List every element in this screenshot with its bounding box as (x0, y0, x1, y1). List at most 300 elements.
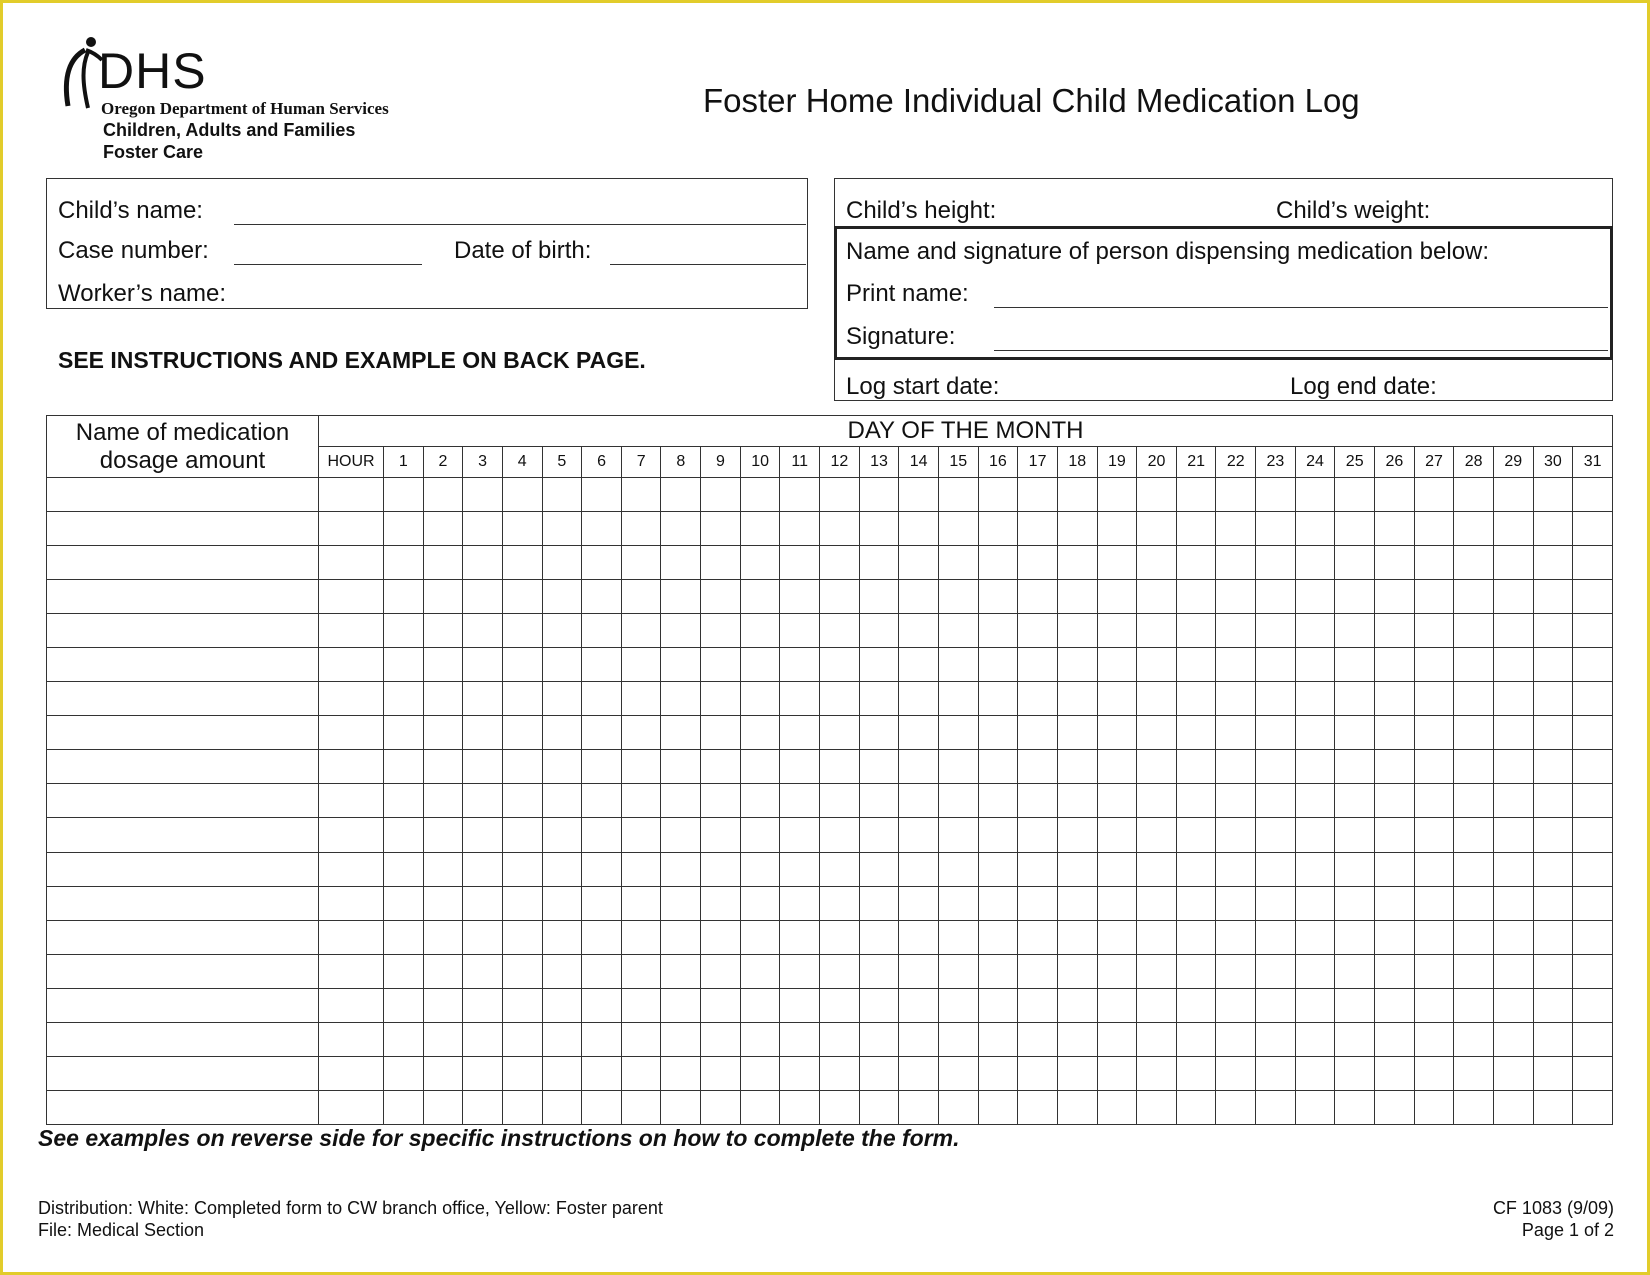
hour-cell[interactable] (319, 546, 384, 580)
case-number-field[interactable] (234, 264, 422, 265)
day-cell[interactable] (502, 818, 542, 852)
day-cell[interactable] (1295, 818, 1335, 852)
day-cell[interactable] (740, 580, 780, 614)
day-cell[interactable] (899, 954, 939, 988)
day-cell[interactable] (1414, 1022, 1454, 1056)
day-cell[interactable] (820, 988, 860, 1022)
day-cell[interactable] (938, 1022, 978, 1056)
day-cell[interactable] (1176, 614, 1216, 648)
day-cell[interactable] (1454, 954, 1494, 988)
day-cell[interactable] (1335, 546, 1375, 580)
day-cell[interactable] (423, 580, 463, 614)
day-cell[interactable] (1375, 852, 1415, 886)
day-cell[interactable] (661, 1090, 701, 1124)
day-cell[interactable] (582, 750, 622, 784)
hour-cell[interactable] (319, 1090, 384, 1124)
day-cell[interactable] (1018, 546, 1058, 580)
hour-cell[interactable] (319, 478, 384, 512)
day-cell[interactable] (1097, 784, 1137, 818)
day-cell[interactable] (1057, 546, 1097, 580)
day-cell[interactable] (423, 648, 463, 682)
day-cell[interactable] (502, 682, 542, 716)
day-cell[interactable] (1493, 954, 1533, 988)
day-cell[interactable] (582, 648, 622, 682)
day-cell[interactable] (899, 512, 939, 546)
day-cell[interactable] (820, 614, 860, 648)
day-cell[interactable] (1295, 920, 1335, 954)
day-cell[interactable] (978, 1056, 1018, 1090)
day-cell[interactable] (1097, 648, 1137, 682)
day-cell[interactable] (1454, 784, 1494, 818)
day-cell[interactable] (859, 750, 899, 784)
day-cell[interactable] (740, 478, 780, 512)
day-cell[interactable] (701, 580, 741, 614)
day-cell[interactable] (938, 1090, 978, 1124)
day-cell[interactable] (621, 580, 661, 614)
day-cell[interactable] (1256, 886, 1296, 920)
day-cell[interactable] (1216, 1056, 1256, 1090)
medication-cell[interactable] (47, 512, 319, 546)
day-cell[interactable] (701, 784, 741, 818)
day-cell[interactable] (1335, 988, 1375, 1022)
day-cell[interactable] (1454, 818, 1494, 852)
day-cell[interactable] (1137, 750, 1177, 784)
day-cell[interactable] (502, 852, 542, 886)
day-cell[interactable] (502, 648, 542, 682)
day-cell[interactable] (701, 988, 741, 1022)
day-cell[interactable] (1256, 682, 1296, 716)
medication-cell[interactable] (47, 648, 319, 682)
day-cell[interactable] (740, 648, 780, 682)
day-cell[interactable] (1493, 784, 1533, 818)
day-cell[interactable] (1454, 988, 1494, 1022)
day-cell[interactable] (661, 1056, 701, 1090)
day-cell[interactable] (1057, 954, 1097, 988)
day-cell[interactable] (1414, 1056, 1454, 1090)
day-cell[interactable] (582, 580, 622, 614)
day-cell[interactable] (859, 1090, 899, 1124)
day-cell[interactable] (780, 580, 820, 614)
day-cell[interactable] (1216, 818, 1256, 852)
day-cell[interactable] (1335, 818, 1375, 852)
day-cell[interactable] (1018, 750, 1058, 784)
day-cell[interactable] (1375, 886, 1415, 920)
day-cell[interactable] (542, 580, 582, 614)
day-cell[interactable] (1256, 648, 1296, 682)
day-cell[interactable] (701, 512, 741, 546)
day-cell[interactable] (1493, 818, 1533, 852)
day-cell[interactable] (1256, 954, 1296, 988)
day-cell[interactable] (502, 614, 542, 648)
day-cell[interactable] (1335, 886, 1375, 920)
day-cell[interactable] (1256, 750, 1296, 784)
day-cell[interactable] (780, 954, 820, 988)
day-cell[interactable] (542, 478, 582, 512)
day-cell[interactable] (423, 1022, 463, 1056)
day-cell[interactable] (1454, 682, 1494, 716)
day-cell[interactable] (542, 954, 582, 988)
day-cell[interactable] (423, 750, 463, 784)
day-cell[interactable] (463, 682, 503, 716)
day-cell[interactable] (661, 988, 701, 1022)
day-cell[interactable] (899, 1022, 939, 1056)
day-cell[interactable] (1573, 682, 1613, 716)
day-cell[interactable] (859, 716, 899, 750)
day-cell[interactable] (1295, 580, 1335, 614)
day-cell[interactable] (463, 1022, 503, 1056)
print-name-field[interactable] (994, 307, 1608, 308)
day-cell[interactable] (1057, 750, 1097, 784)
day-cell[interactable] (1057, 886, 1097, 920)
day-cell[interactable] (502, 920, 542, 954)
day-cell[interactable] (1573, 1090, 1613, 1124)
day-cell[interactable] (899, 784, 939, 818)
day-cell[interactable] (542, 818, 582, 852)
day-cell[interactable] (1137, 1090, 1177, 1124)
day-cell[interactable] (1335, 954, 1375, 988)
day-cell[interactable] (1295, 750, 1335, 784)
medication-cell[interactable] (47, 750, 319, 784)
day-cell[interactable] (978, 784, 1018, 818)
day-cell[interactable] (1533, 682, 1573, 716)
day-cell[interactable] (1335, 716, 1375, 750)
day-cell[interactable] (820, 1056, 860, 1090)
day-cell[interactable] (859, 784, 899, 818)
day-cell[interactable] (1375, 512, 1415, 546)
day-cell[interactable] (1335, 1022, 1375, 1056)
day-cell[interactable] (582, 478, 622, 512)
day-cell[interactable] (978, 954, 1018, 988)
day-cell[interactable] (1414, 784, 1454, 818)
day-cell[interactable] (384, 512, 424, 546)
day-cell[interactable] (542, 512, 582, 546)
day-cell[interactable] (463, 512, 503, 546)
day-cell[interactable] (1493, 546, 1533, 580)
day-cell[interactable] (1097, 818, 1137, 852)
day-cell[interactable] (1018, 988, 1058, 1022)
day-cell[interactable] (1057, 1090, 1097, 1124)
day-cell[interactable] (463, 954, 503, 988)
child-name-field[interactable] (234, 224, 806, 225)
day-cell[interactable] (820, 852, 860, 886)
day-cell[interactable] (1057, 580, 1097, 614)
day-cell[interactable] (502, 988, 542, 1022)
medication-cell[interactable] (47, 852, 319, 886)
day-cell[interactable] (1097, 716, 1137, 750)
day-cell[interactable] (820, 784, 860, 818)
day-cell[interactable] (1414, 648, 1454, 682)
day-cell[interactable] (740, 1022, 780, 1056)
day-cell[interactable] (423, 886, 463, 920)
day-cell[interactable] (1454, 1090, 1494, 1124)
day-cell[interactable] (1097, 920, 1137, 954)
day-cell[interactable] (1295, 682, 1335, 716)
day-cell[interactable] (1533, 1056, 1573, 1090)
day-cell[interactable] (1335, 614, 1375, 648)
day-cell[interactable] (1018, 478, 1058, 512)
day-cell[interactable] (820, 750, 860, 784)
day-cell[interactable] (1216, 784, 1256, 818)
day-cell[interactable] (1256, 478, 1296, 512)
day-cell[interactable] (1018, 682, 1058, 716)
hour-cell[interactable] (319, 648, 384, 682)
day-cell[interactable] (582, 512, 622, 546)
day-cell[interactable] (1493, 886, 1533, 920)
day-cell[interactable] (899, 886, 939, 920)
day-cell[interactable] (384, 478, 424, 512)
day-cell[interactable] (1057, 716, 1097, 750)
day-cell[interactable] (1176, 512, 1216, 546)
day-cell[interactable] (621, 478, 661, 512)
day-cell[interactable] (1057, 1022, 1097, 1056)
day-cell[interactable] (1454, 1056, 1494, 1090)
day-cell[interactable] (780, 886, 820, 920)
day-cell[interactable] (384, 954, 424, 988)
day-cell[interactable] (820, 682, 860, 716)
day-cell[interactable] (859, 1022, 899, 1056)
day-cell[interactable] (542, 614, 582, 648)
day-cell[interactable] (978, 478, 1018, 512)
day-cell[interactable] (1097, 546, 1137, 580)
day-cell[interactable] (1137, 546, 1177, 580)
day-cell[interactable] (1176, 954, 1216, 988)
day-cell[interactable] (859, 512, 899, 546)
day-cell[interactable] (423, 852, 463, 886)
day-cell[interactable] (1573, 716, 1613, 750)
day-cell[interactable] (780, 478, 820, 512)
day-cell[interactable] (1097, 478, 1137, 512)
day-cell[interactable] (1137, 682, 1177, 716)
day-cell[interactable] (978, 1022, 1018, 1056)
day-cell[interactable] (701, 954, 741, 988)
day-cell[interactable] (582, 614, 622, 648)
day-cell[interactable] (1533, 852, 1573, 886)
day-cell[interactable] (1414, 988, 1454, 1022)
day-cell[interactable] (1375, 1056, 1415, 1090)
day-cell[interactable] (1414, 1090, 1454, 1124)
day-cell[interactable] (701, 818, 741, 852)
day-cell[interactable] (542, 1022, 582, 1056)
day-cell[interactable] (899, 614, 939, 648)
day-cell[interactable] (1533, 818, 1573, 852)
day-cell[interactable] (1493, 614, 1533, 648)
day-cell[interactable] (502, 716, 542, 750)
day-cell[interactable] (661, 750, 701, 784)
day-cell[interactable] (1493, 750, 1533, 784)
day-cell[interactable] (820, 954, 860, 988)
day-cell[interactable] (701, 750, 741, 784)
day-cell[interactable] (1414, 478, 1454, 512)
day-cell[interactable] (542, 852, 582, 886)
day-cell[interactable] (1335, 1090, 1375, 1124)
day-cell[interactable] (1256, 546, 1296, 580)
day-cell[interactable] (384, 1056, 424, 1090)
day-cell[interactable] (938, 580, 978, 614)
medication-cell[interactable] (47, 478, 319, 512)
day-cell[interactable] (1454, 512, 1494, 546)
day-cell[interactable] (502, 546, 542, 580)
day-cell[interactable] (1097, 750, 1137, 784)
day-cell[interactable] (1097, 512, 1137, 546)
day-cell[interactable] (1137, 512, 1177, 546)
day-cell[interactable] (859, 648, 899, 682)
day-cell[interactable] (899, 716, 939, 750)
day-cell[interactable] (582, 1090, 622, 1124)
day-cell[interactable] (542, 546, 582, 580)
day-cell[interactable] (938, 478, 978, 512)
day-cell[interactable] (1256, 852, 1296, 886)
day-cell[interactable] (1018, 1022, 1058, 1056)
medication-cell[interactable] (47, 682, 319, 716)
day-cell[interactable] (1176, 1090, 1216, 1124)
day-cell[interactable] (978, 920, 1018, 954)
day-cell[interactable] (1176, 648, 1216, 682)
day-cell[interactable] (621, 818, 661, 852)
day-cell[interactable] (1295, 546, 1335, 580)
day-cell[interactable] (1216, 614, 1256, 648)
day-cell[interactable] (384, 750, 424, 784)
day-cell[interactable] (1137, 1022, 1177, 1056)
day-cell[interactable] (938, 852, 978, 886)
day-cell[interactable] (1216, 478, 1256, 512)
day-cell[interactable] (1375, 784, 1415, 818)
day-cell[interactable] (1295, 648, 1335, 682)
day-cell[interactable] (542, 1090, 582, 1124)
day-cell[interactable] (1176, 818, 1216, 852)
medication-cell[interactable] (47, 580, 319, 614)
day-cell[interactable] (1454, 580, 1494, 614)
day-cell[interactable] (938, 682, 978, 716)
day-cell[interactable] (1097, 580, 1137, 614)
day-cell[interactable] (820, 818, 860, 852)
day-cell[interactable] (978, 648, 1018, 682)
day-cell[interactable] (1335, 512, 1375, 546)
day-cell[interactable] (1216, 1090, 1256, 1124)
day-cell[interactable] (1256, 920, 1296, 954)
day-cell[interactable] (740, 512, 780, 546)
day-cell[interactable] (1216, 750, 1256, 784)
day-cell[interactable] (1493, 716, 1533, 750)
day-cell[interactable] (1057, 988, 1097, 1022)
day-cell[interactable] (1454, 852, 1494, 886)
day-cell[interactable] (621, 716, 661, 750)
day-cell[interactable] (1454, 1022, 1494, 1056)
day-cell[interactable] (621, 682, 661, 716)
day-cell[interactable] (661, 546, 701, 580)
day-cell[interactable] (740, 784, 780, 818)
day-cell[interactable] (542, 682, 582, 716)
day-cell[interactable] (1375, 920, 1415, 954)
day-cell[interactable] (661, 818, 701, 852)
day-cell[interactable] (1573, 886, 1613, 920)
day-cell[interactable] (938, 818, 978, 852)
day-cell[interactable] (701, 648, 741, 682)
day-cell[interactable] (899, 682, 939, 716)
day-cell[interactable] (780, 852, 820, 886)
day-cell[interactable] (582, 546, 622, 580)
day-cell[interactable] (621, 920, 661, 954)
day-cell[interactable] (621, 614, 661, 648)
medication-cell[interactable] (47, 1022, 319, 1056)
day-cell[interactable] (582, 920, 622, 954)
day-cell[interactable] (384, 886, 424, 920)
day-cell[interactable] (1216, 682, 1256, 716)
day-cell[interactable] (582, 954, 622, 988)
day-cell[interactable] (1216, 648, 1256, 682)
day-cell[interactable] (938, 614, 978, 648)
day-cell[interactable] (978, 716, 1018, 750)
day-cell[interactable] (1216, 920, 1256, 954)
day-cell[interactable] (502, 784, 542, 818)
day-cell[interactable] (701, 1022, 741, 1056)
hour-cell[interactable] (319, 852, 384, 886)
day-cell[interactable] (701, 886, 741, 920)
day-cell[interactable] (423, 546, 463, 580)
day-cell[interactable] (978, 512, 1018, 546)
hour-cell[interactable] (319, 886, 384, 920)
day-cell[interactable] (978, 750, 1018, 784)
medication-cell[interactable] (47, 546, 319, 580)
day-cell[interactable] (701, 682, 741, 716)
medication-cell[interactable] (47, 1090, 319, 1124)
day-cell[interactable] (1176, 920, 1216, 954)
day-cell[interactable] (899, 988, 939, 1022)
day-cell[interactable] (1176, 478, 1216, 512)
day-cell[interactable] (1414, 886, 1454, 920)
day-cell[interactable] (463, 1090, 503, 1124)
day-cell[interactable] (859, 546, 899, 580)
day-cell[interactable] (1533, 580, 1573, 614)
day-cell[interactable] (502, 886, 542, 920)
day-cell[interactable] (820, 920, 860, 954)
day-cell[interactable] (899, 920, 939, 954)
day-cell[interactable] (938, 954, 978, 988)
day-cell[interactable] (542, 920, 582, 954)
day-cell[interactable] (1137, 886, 1177, 920)
day-cell[interactable] (463, 988, 503, 1022)
day-cell[interactable] (938, 546, 978, 580)
day-cell[interactable] (780, 750, 820, 784)
day-cell[interactable] (1097, 988, 1137, 1022)
day-cell[interactable] (661, 886, 701, 920)
day-cell[interactable] (1454, 886, 1494, 920)
day-cell[interactable] (938, 648, 978, 682)
medication-cell[interactable] (47, 988, 319, 1022)
day-cell[interactable] (1057, 818, 1097, 852)
day-cell[interactable] (661, 580, 701, 614)
day-cell[interactable] (1573, 1056, 1613, 1090)
medication-cell[interactable] (47, 920, 319, 954)
day-cell[interactable] (1454, 920, 1494, 954)
day-cell[interactable] (780, 920, 820, 954)
day-cell[interactable] (1335, 478, 1375, 512)
hour-cell[interactable] (319, 682, 384, 716)
day-cell[interactable] (1414, 750, 1454, 784)
day-cell[interactable] (1256, 1090, 1296, 1124)
day-cell[interactable] (463, 920, 503, 954)
day-cell[interactable] (859, 920, 899, 954)
day-cell[interactable] (701, 716, 741, 750)
day-cell[interactable] (740, 1056, 780, 1090)
day-cell[interactable] (384, 546, 424, 580)
day-cell[interactable] (582, 852, 622, 886)
day-cell[interactable] (859, 886, 899, 920)
day-cell[interactable] (384, 580, 424, 614)
day-cell[interactable] (542, 750, 582, 784)
day-cell[interactable] (463, 784, 503, 818)
day-cell[interactable] (384, 1022, 424, 1056)
day-cell[interactable] (859, 852, 899, 886)
